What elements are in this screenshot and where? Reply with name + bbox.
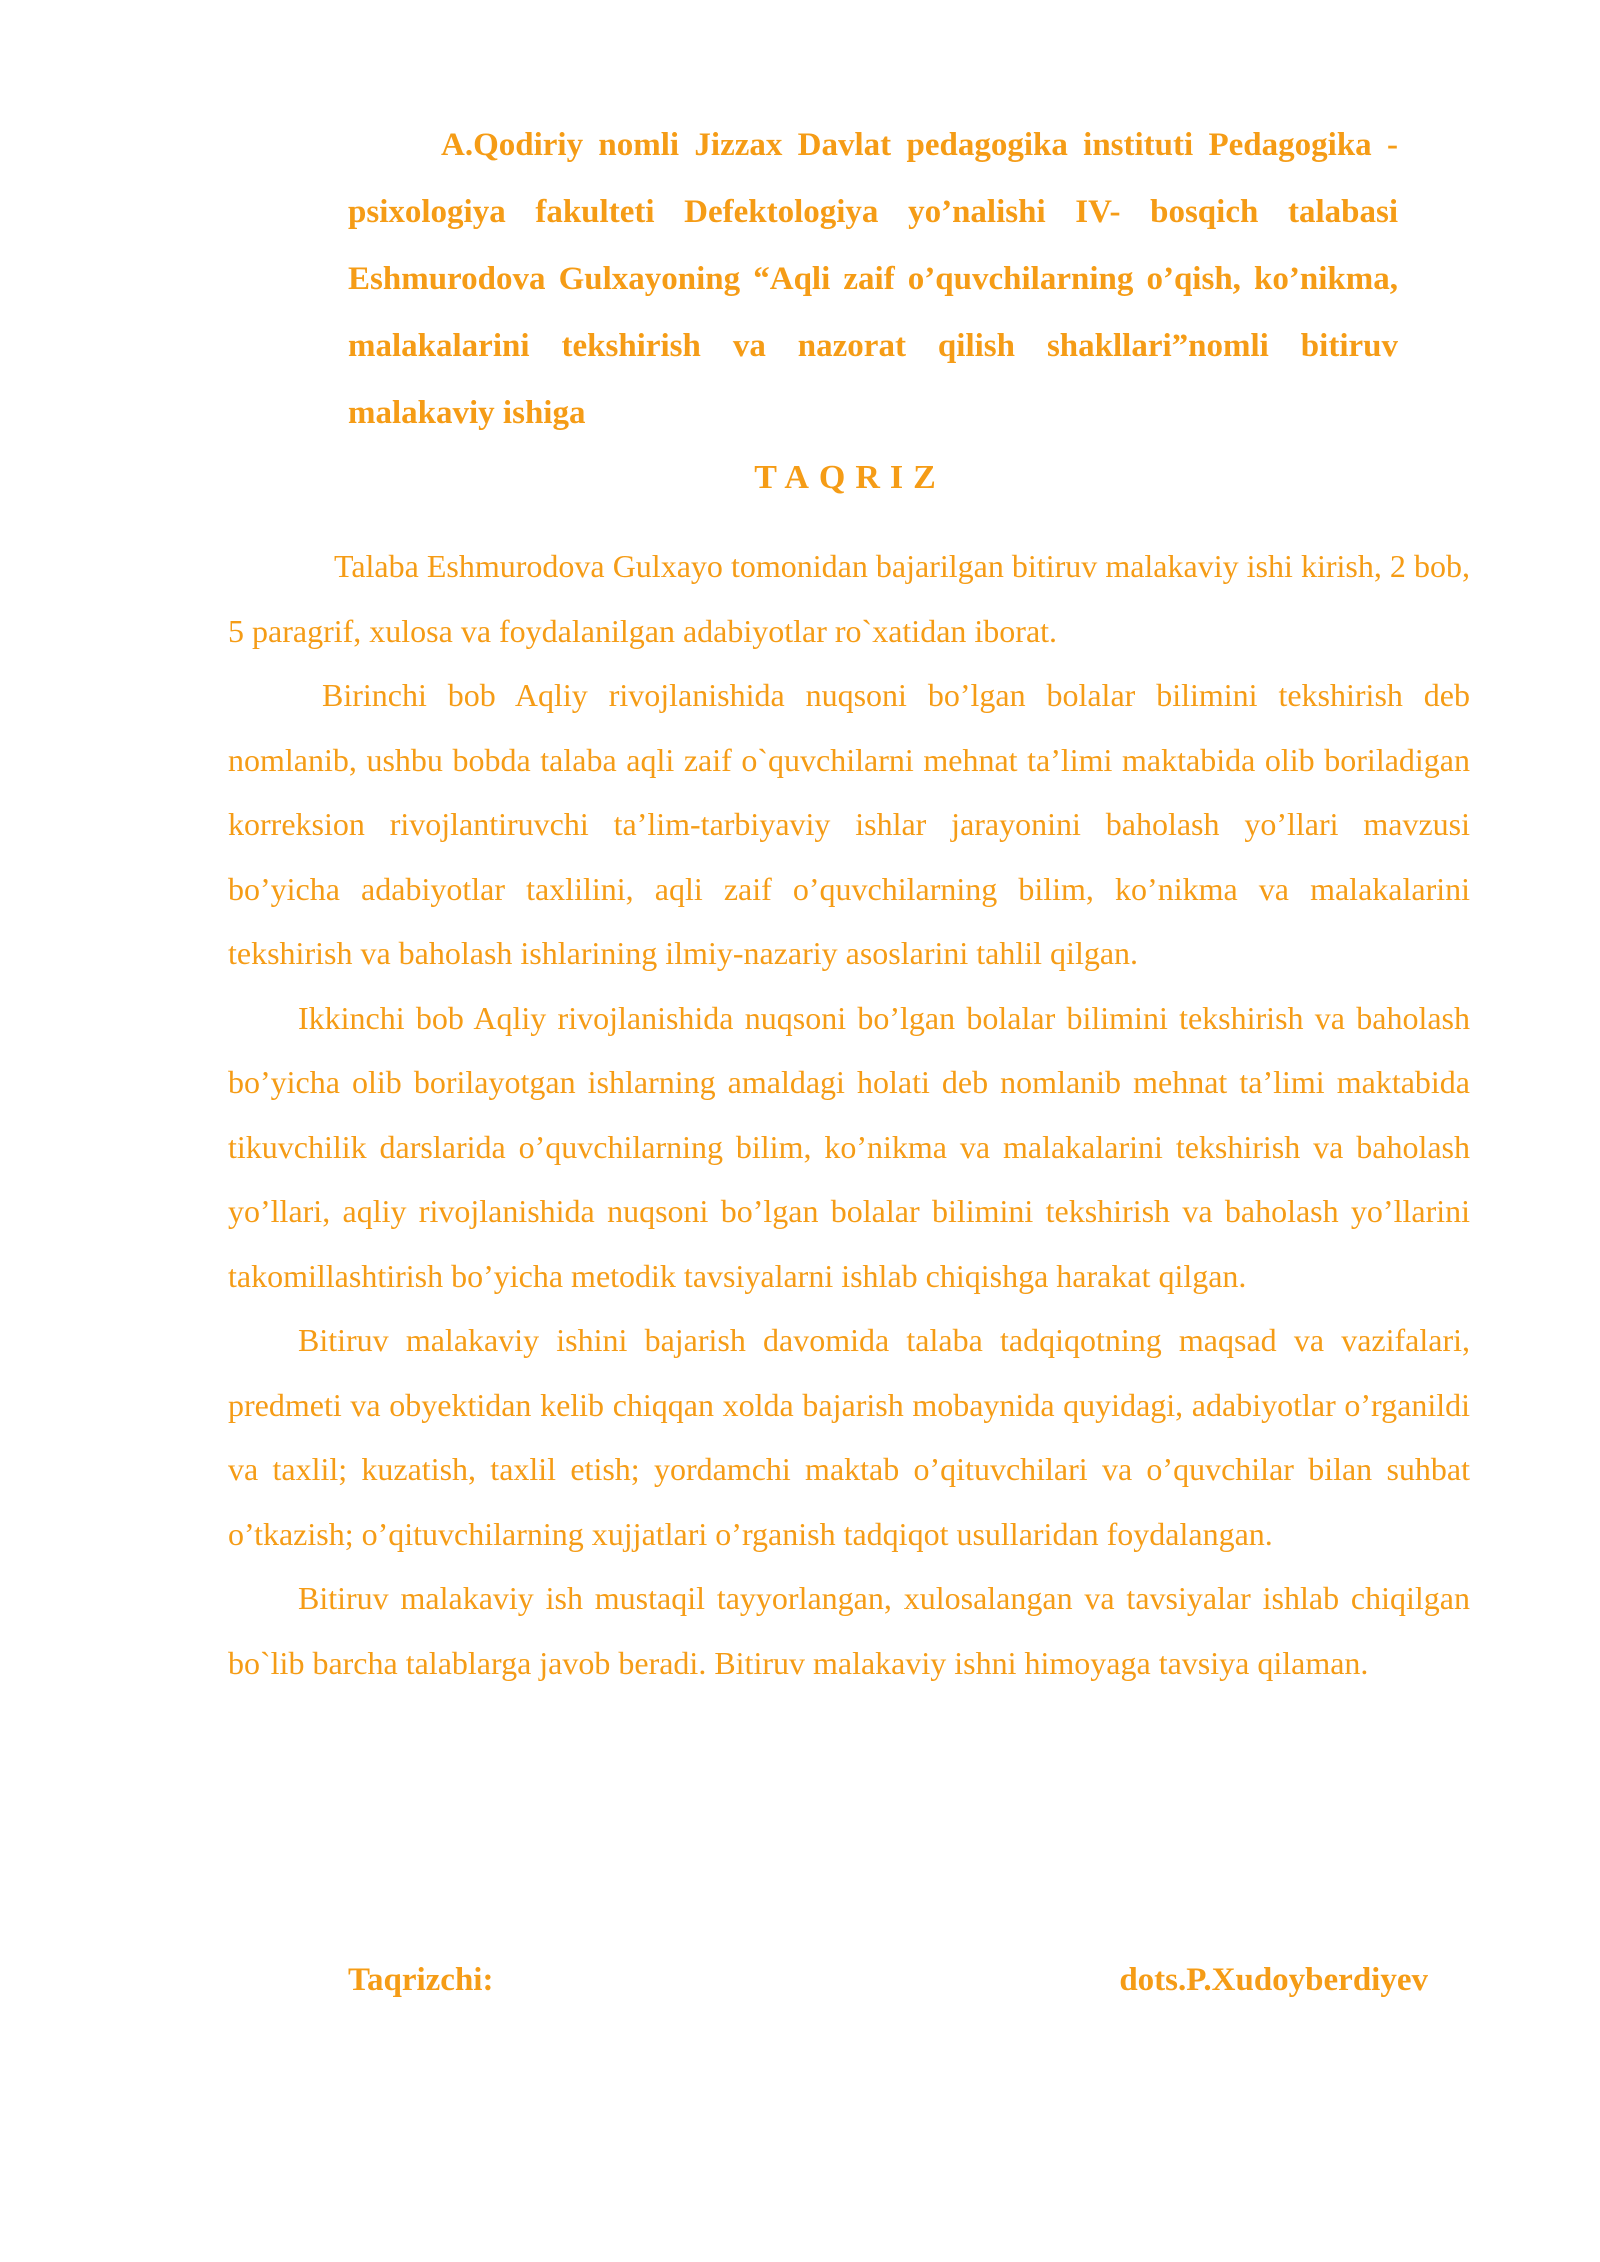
- paragraph-1: Talaba Eshmurodova Gulxayo tomonidan bajarilgan bitiruv malakaviy ishi kirish, 2 bob, 5 paragrif, xulosa va foydalanilgan adabiyotlar ro`xatidan iborat.: [228, 548, 1470, 649]
- document-title: TAQRIZ: [754, 459, 946, 496]
- paragraph-3: Ikkinchi bob Aqliy rivojlanishida nuqsoni bo’lgan bolalar bilimini tekshirish va baholash bo’yicha olib borilayotgan ishlarning amaldagi holati deb nomlanib mehnat ta’limi maktabida tikuvchilik darslarida o’quvchilarning bilim, ko’nikma va malakalarini tekshirish va baholash yo’llari, aqliy rivojlanishida nuqsoni bo’lgan bolalar bilimini tekshirish va baholash yo’llarini takomillashtirish bo’yicha metodik tavsiyalarni ishlab chiqishga harakat qilgan.: [228, 999, 1470, 1294]
- reviewer-label: Taqrizchi:: [348, 1962, 494, 1998]
- document-body: [228, 534, 1470, 1695]
- paragraph-5: Bitiruv malakaviy ish mustaqil tayyorlangan, xulosalangan va tavsiyalar ishlab chiqilgan bo`lib barcha talablarga javob beradi. Bitiruv malakaviy ishni himoyaga tavsiya qilaman.: [228, 1580, 1470, 1681]
- document-heading: A.Qodiriy nomli Jizzax Davlat pedagogika instituti Pedagogika - psixologiya fakulteti Defektologiya yo’nalishi IV- bosqich talabasi Eshmurodova Gulxayoning “Aqli zaif o’quvchilarning o’qish, ko’nikma, malakalarini tekshirish va nazorat qilish shakllari”nomli bitiruv malakaviy ishiga: [348, 127, 1398, 431]
- reviewer-name: dots.P.Xudoyberdiyev: [1119, 1962, 1428, 1998]
- signature-line: [348, 1950, 1428, 2010]
- paragraph-4: Bitiruv malakaviy ishini bajarish davomida talaba tadqiqotning maqsad va vazifalari, predmeti va obyektidan kelib chiqqan xolda bajarish mobaynida quyidagi, adabiyotlar o’rganildi va taxlil; kuzatish, taxlil etish; yordamchi maktab o’qituvchilari va o’quvchilar bilan suhbat o’tkazish; o’qituvchilarning xujjatlari o’rganish tadqiqot usullaridan foydalangan.: [228, 1322, 1470, 1552]
- paragraph-2: Birinchi bob Aqliy rivojlanishida nuqsoni bo’lgan bolalar bilimini tekshirish deb nomlanib, ushbu bobda talaba aqli zaif o`quvchilarni mehnat ta’limi maktabida olib boriladigan korreksion rivojlantiruvchi ta’lim-tarbiyaviy ishlar jarayonini baholash yo’llari mavzusi bo’yicha adabiyotlar taxlilini, aqli zaif o’quvchilarning bilim, ko’nikma va malakalarini tekshirish va baholash ishlarining ilmiy-nazariy asoslarini tahlil qilgan.: [228, 677, 1470, 971]
